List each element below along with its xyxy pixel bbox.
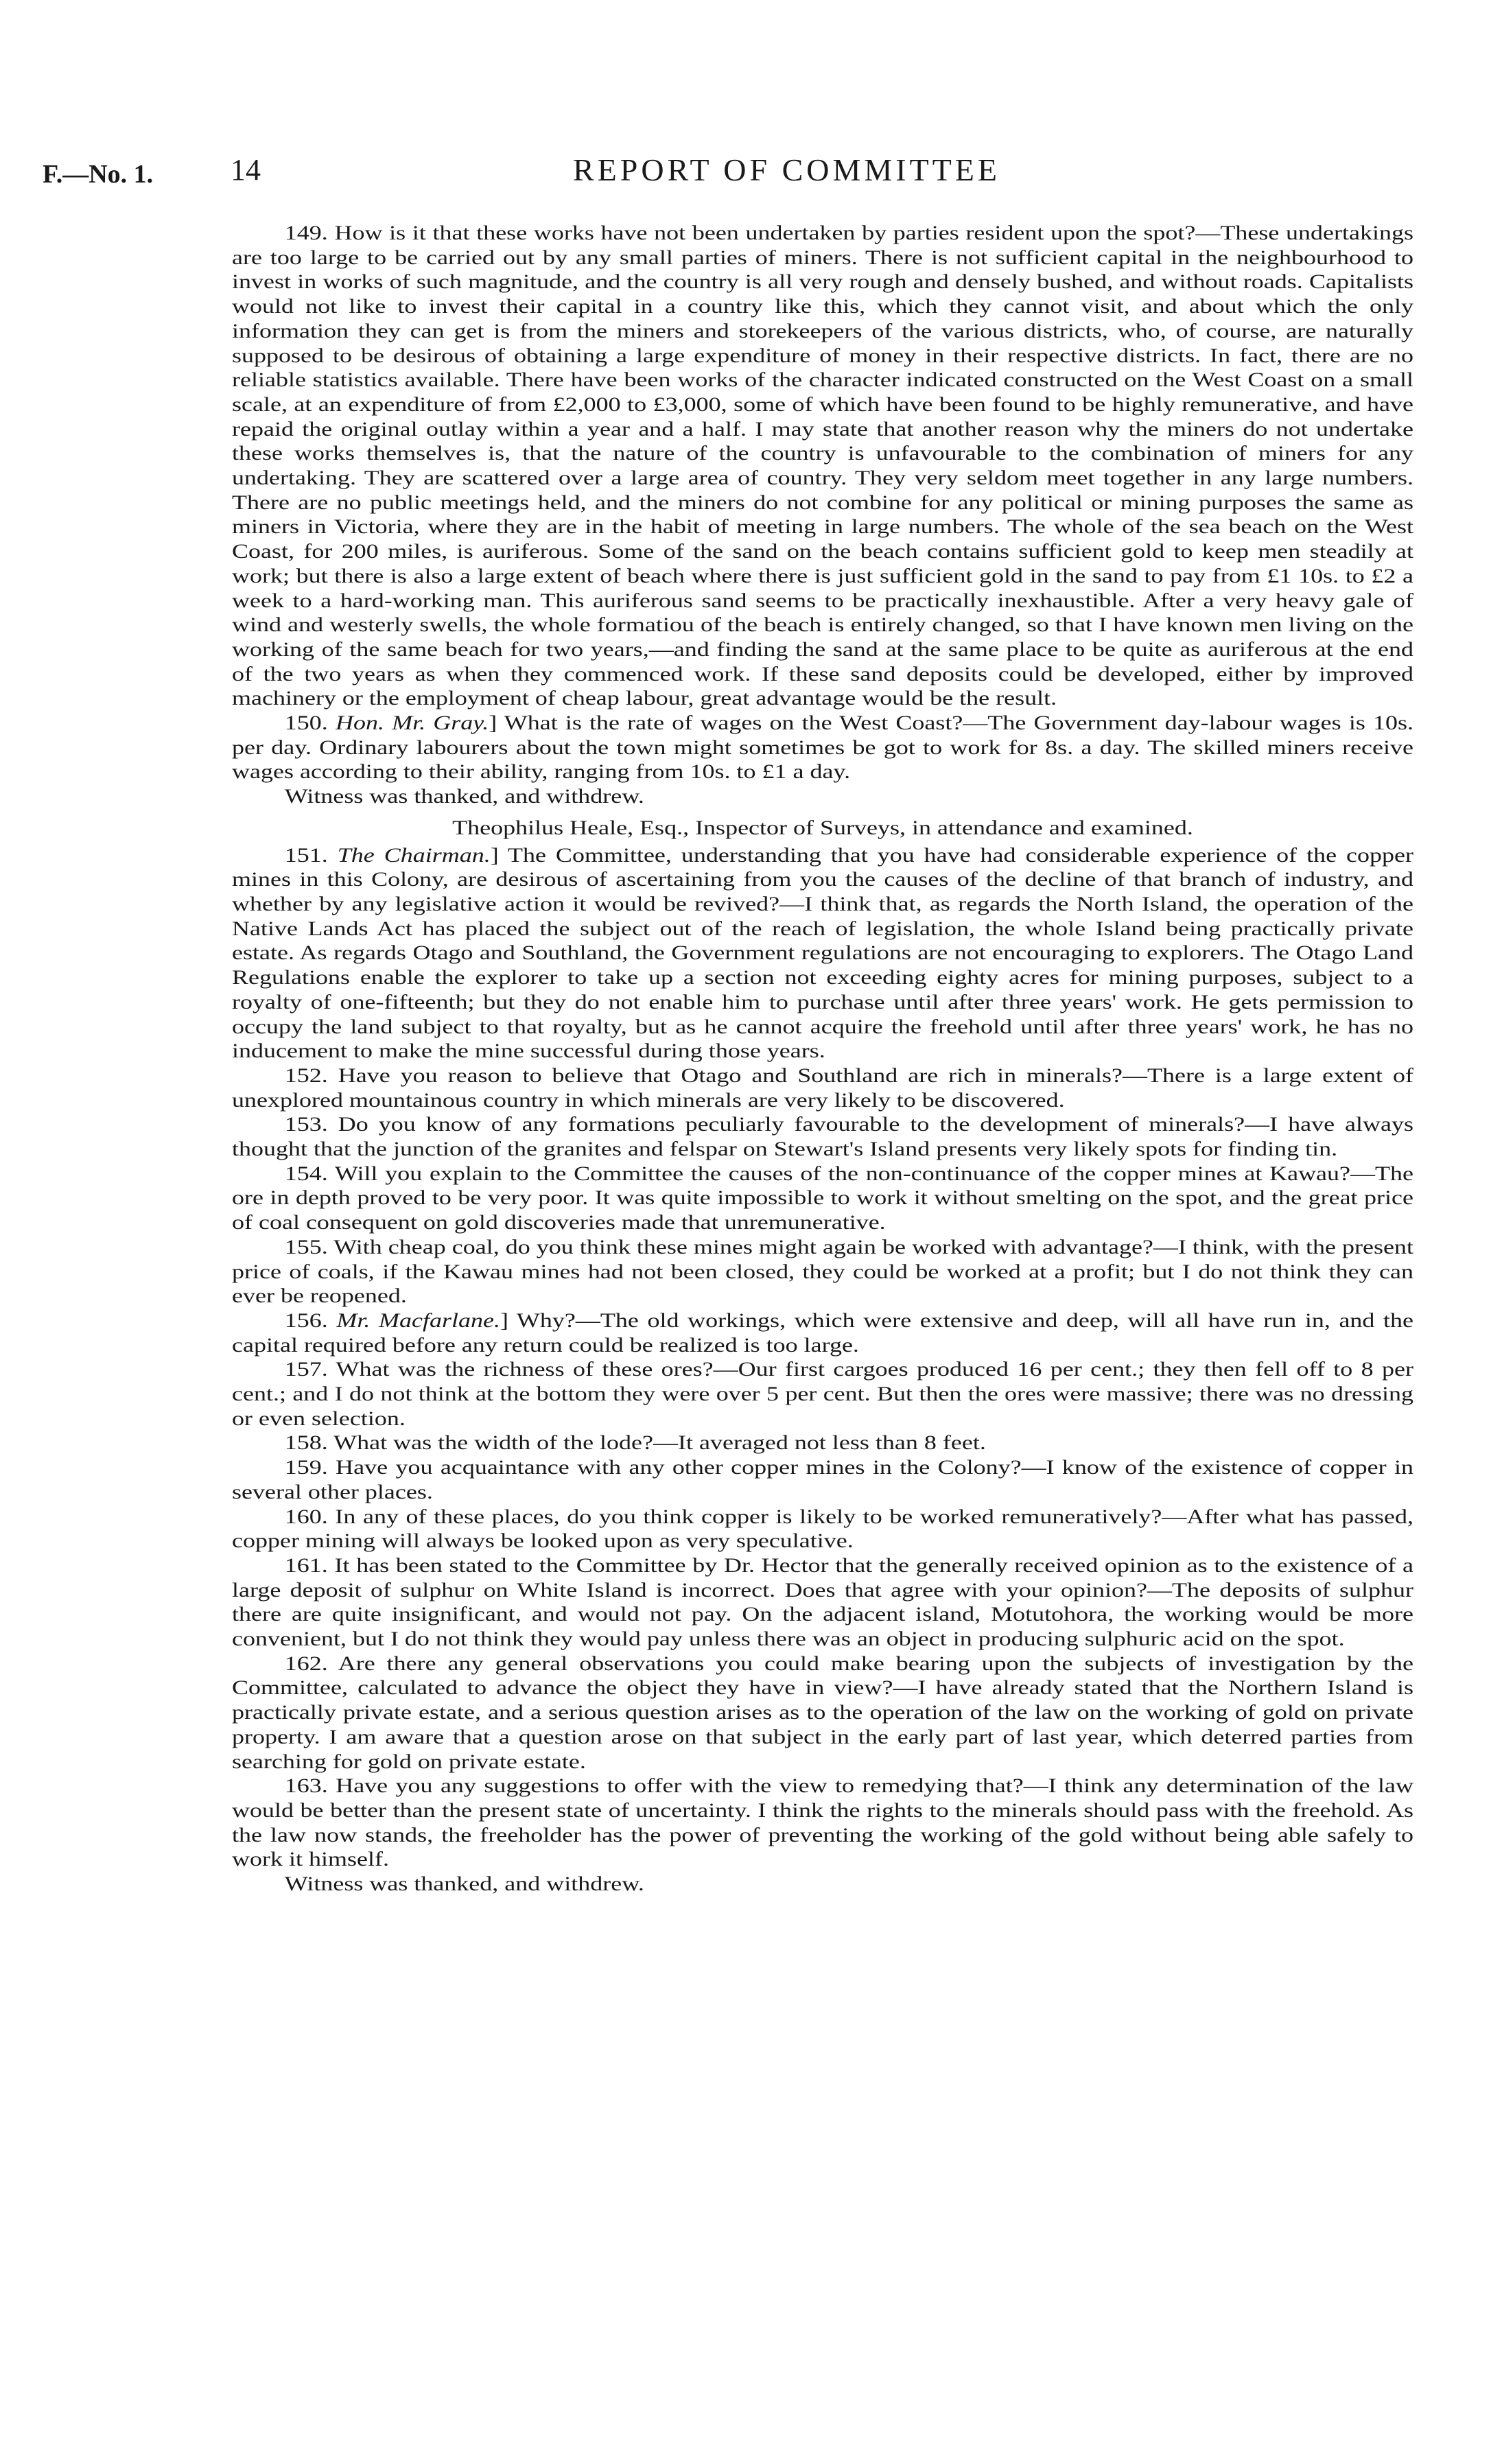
paragraph-151 bbox=[232, 843, 1413, 1064]
paragraph-158: 158. What was the width of the lode?—It averaged not less than 8 feet. bbox=[284, 1431, 986, 1455]
document-body bbox=[232, 221, 1413, 1897]
paragraph-161: 161. It has been stated to the Committee by Dr. Hector that the generally received opinion as to the existence of a large deposit of sulphur on White Island is incorrect. Does that agree with your opinion?—The deposits of sulphur there are quite insignificant, and would not pay. On the adjacent island, Motutohora, the working would be more convenient, but I do not think they would pay unless there was an object in producing sulphuric acid on the spot. bbox=[232, 1553, 1413, 1651]
paragraph-149: 149. How is it that these works have not been undertaken by parties resident upon the spot?—These undertakings are too large to be carried out by any small parties of miners. There is not sufficient capital in the neighbourhood to invest in works of such magnitude, and the country is all very rough and densely bushed, and without roads. Capitalists would not like to invest their capital in a country like this, which they cannot visit, and about which the only information they can get is from the miners and storekeepers of the various districts, who, of course, are naturally supposed to be desirous of obtaining a large expenditure of money in their respective districts. In fact, there are no reliable statistics available. There have been works of the character indicated constructed on the West Coast on a small scale, at an expenditure of from £2,000 to £3,000, some of which have been found to be highly remunerative, and have repaid the original outlay within a year and a half. I may state that another reason why the miners do not undertake these works themselves is, that the nature of the country is unfavourable to the combination of miners for any undertaking. They are scattered over a large area of country. They very seldom meet together in any large numbers. There are no public meetings held, and the miners do not combine for any political or mining purposes the same as miners in Victoria, where they are in the habit of meeting in large numbers. The whole of the sea beach on the West Coast, for 200 miles, is auriferous. Some of the sand on the beach contains sufficient gold to keep men steadily at work; but there is also a large extent of beach where there is just sufficient gold in the sand to pay from £1 10s. to £2 a week to a hard-working man. This auriferous sand seems to be practically inexhaustible. After a very heavy gale of wind and westerly swells, the whole formatiou of the beach is entirely changed, so that I have known men living on the working of the same beach for two years,—and finding the sand at the same place to be quite as auriferous at the end of the two years as when they commenced work. If these sand deposits could be developed, either by improved machinery or the employment of cheap labour, great advantage would be the result. bbox=[232, 222, 1413, 710]
paragraph-154: 154. Will you explain to the Committee the causes of the non-continuance of the copper mines at Kawau?—The ore in depth proved to be very poor. It was quite impossible to work it without smelting on the spot, and the great price of coal consequent on gold discoveries made that unremunerative. bbox=[232, 1162, 1413, 1234]
speaker: Hon. Mr. Gray. bbox=[335, 712, 489, 735]
paragraph-159: 159. Have you acquaintance with any other copper mines in the Colony?—I know of the existence of copper in several other places. bbox=[232, 1456, 1413, 1503]
paragraph-text: ] Why?—The old workings, which were extensive and deep, will all have run in, and the capital required before any return could be realized is too large. bbox=[232, 1309, 1414, 1357]
page-title: REPORT OF COMMITTEE bbox=[573, 152, 1000, 187]
page-number: 14 bbox=[231, 153, 261, 187]
question-number: 156. bbox=[284, 1309, 328, 1332]
paragraph-text: ] What is the rate of wages on the West Coast?—The Government day-labour wages is 10s. per day. Ordinary labourers about the town might sometimes be got to work for 8s. a day. The skilled miners receive wages according to their ability, ranging from 10s. to £1 a day. bbox=[232, 712, 1413, 784]
question-number: 151. bbox=[284, 843, 328, 867]
paragraph-160: 160. In any of these places, do you think copper is likely to be worked remuneratively?—After what has passed, copper mining will always be looked upon as very speculative. bbox=[232, 1505, 1413, 1553]
paragraph-162: 162. Are there any general observations you could make bearing upon the subjects of investigation by the Committee, calculated to advance the object they have in view?—I have already stated that the Northern Island is practically private estate, and a serious question arises as to the operation of the law on the working of gold on private property. I am aware that a question arose on that subject in the early part of last year, which deterred parties from searching for gold on private estate. bbox=[232, 1652, 1413, 1773]
paragraph-157: 157. What was the richness of these ores?—Our first cargoes produced 16 per cent.; they then fell off to 8 per cent.; and I do not think at the bottom they were over 5 per cent. But then the ores were massive; there was no dressing or even selection. bbox=[232, 1358, 1413, 1430]
witness-withdrew: Witness was thanked, and withdrew. bbox=[284, 785, 644, 808]
speaker: Mr. Macfarlane. bbox=[336, 1309, 500, 1332]
speaker: The Chairman. bbox=[337, 843, 491, 867]
paragraph-152: 152. Have you reason to believe that Otago and Southland are rich in minerals?—There is a large extent of unexplored mountainous country in which minerals are very likely to be discovered. bbox=[232, 1064, 1413, 1112]
paragraph-153: 153. Do you know of any formations peculiarly favourable to the development of minerals?—I have always thought that the junction of the granites and felspar on Stewart's Island presents very likely spots for finding tin. bbox=[232, 1113, 1413, 1161]
question-number: 150. bbox=[284, 712, 328, 735]
witness-heading: Theophilus Heale, Esq., Inspector of Surveys, in attendance and examined. bbox=[452, 816, 1193, 839]
witness-withdrew: Witness was thanked, and withdrew. bbox=[284, 1873, 644, 1896]
paragraph-163: 163. Have you any suggestions to offer with the view to remedying that?—I think any determination of the law would be better than the present state of uncertainty. I think the rights to the minerals should pass with the freehold. As the law now stands, the freeholder has the power of preventing the working of the gold without being able safely to work it himself. bbox=[232, 1774, 1413, 1871]
paragraph-text: ] The Committee, understanding that you have had considerable experience of the copper mines in this Colony, are desirous of ascertaining from you the causes of the decline of that branch of industry, and whether by any legislative action it would be revived?—I think that, as regards the North Island, the operation of the Native Lands Act has placed the subject out of the reach of legislation, the whole Island being practically private estate. As regards Otago and Southland, the Government regulations are not encouraging to explorers. The Otago Land Regulations enable the explorer to take up a section not exceeding eighty acres for mining purposes, subject to a royalty of one-fifteenth; but they do not enable him to purchase until after three years' work. He gets permission to occupy the land subject to that royalty, but as he cannot acquire the freehold until after three years' work, he has no inducement to make the mine successful during those years. bbox=[232, 843, 1413, 1063]
paragraph-155: 155. With cheap coal, do you think these mines might again be worked with advantage?—I think, with the present price of coals, if the Kawau mines had not been closed, they could be worked at a profit; but I do not think they can ever be reopened. bbox=[232, 1235, 1413, 1308]
paragraph-150 bbox=[232, 711, 1413, 784]
paragraph-156 bbox=[232, 1309, 1413, 1357]
document-reference: F.—No. 1. bbox=[43, 160, 154, 189]
